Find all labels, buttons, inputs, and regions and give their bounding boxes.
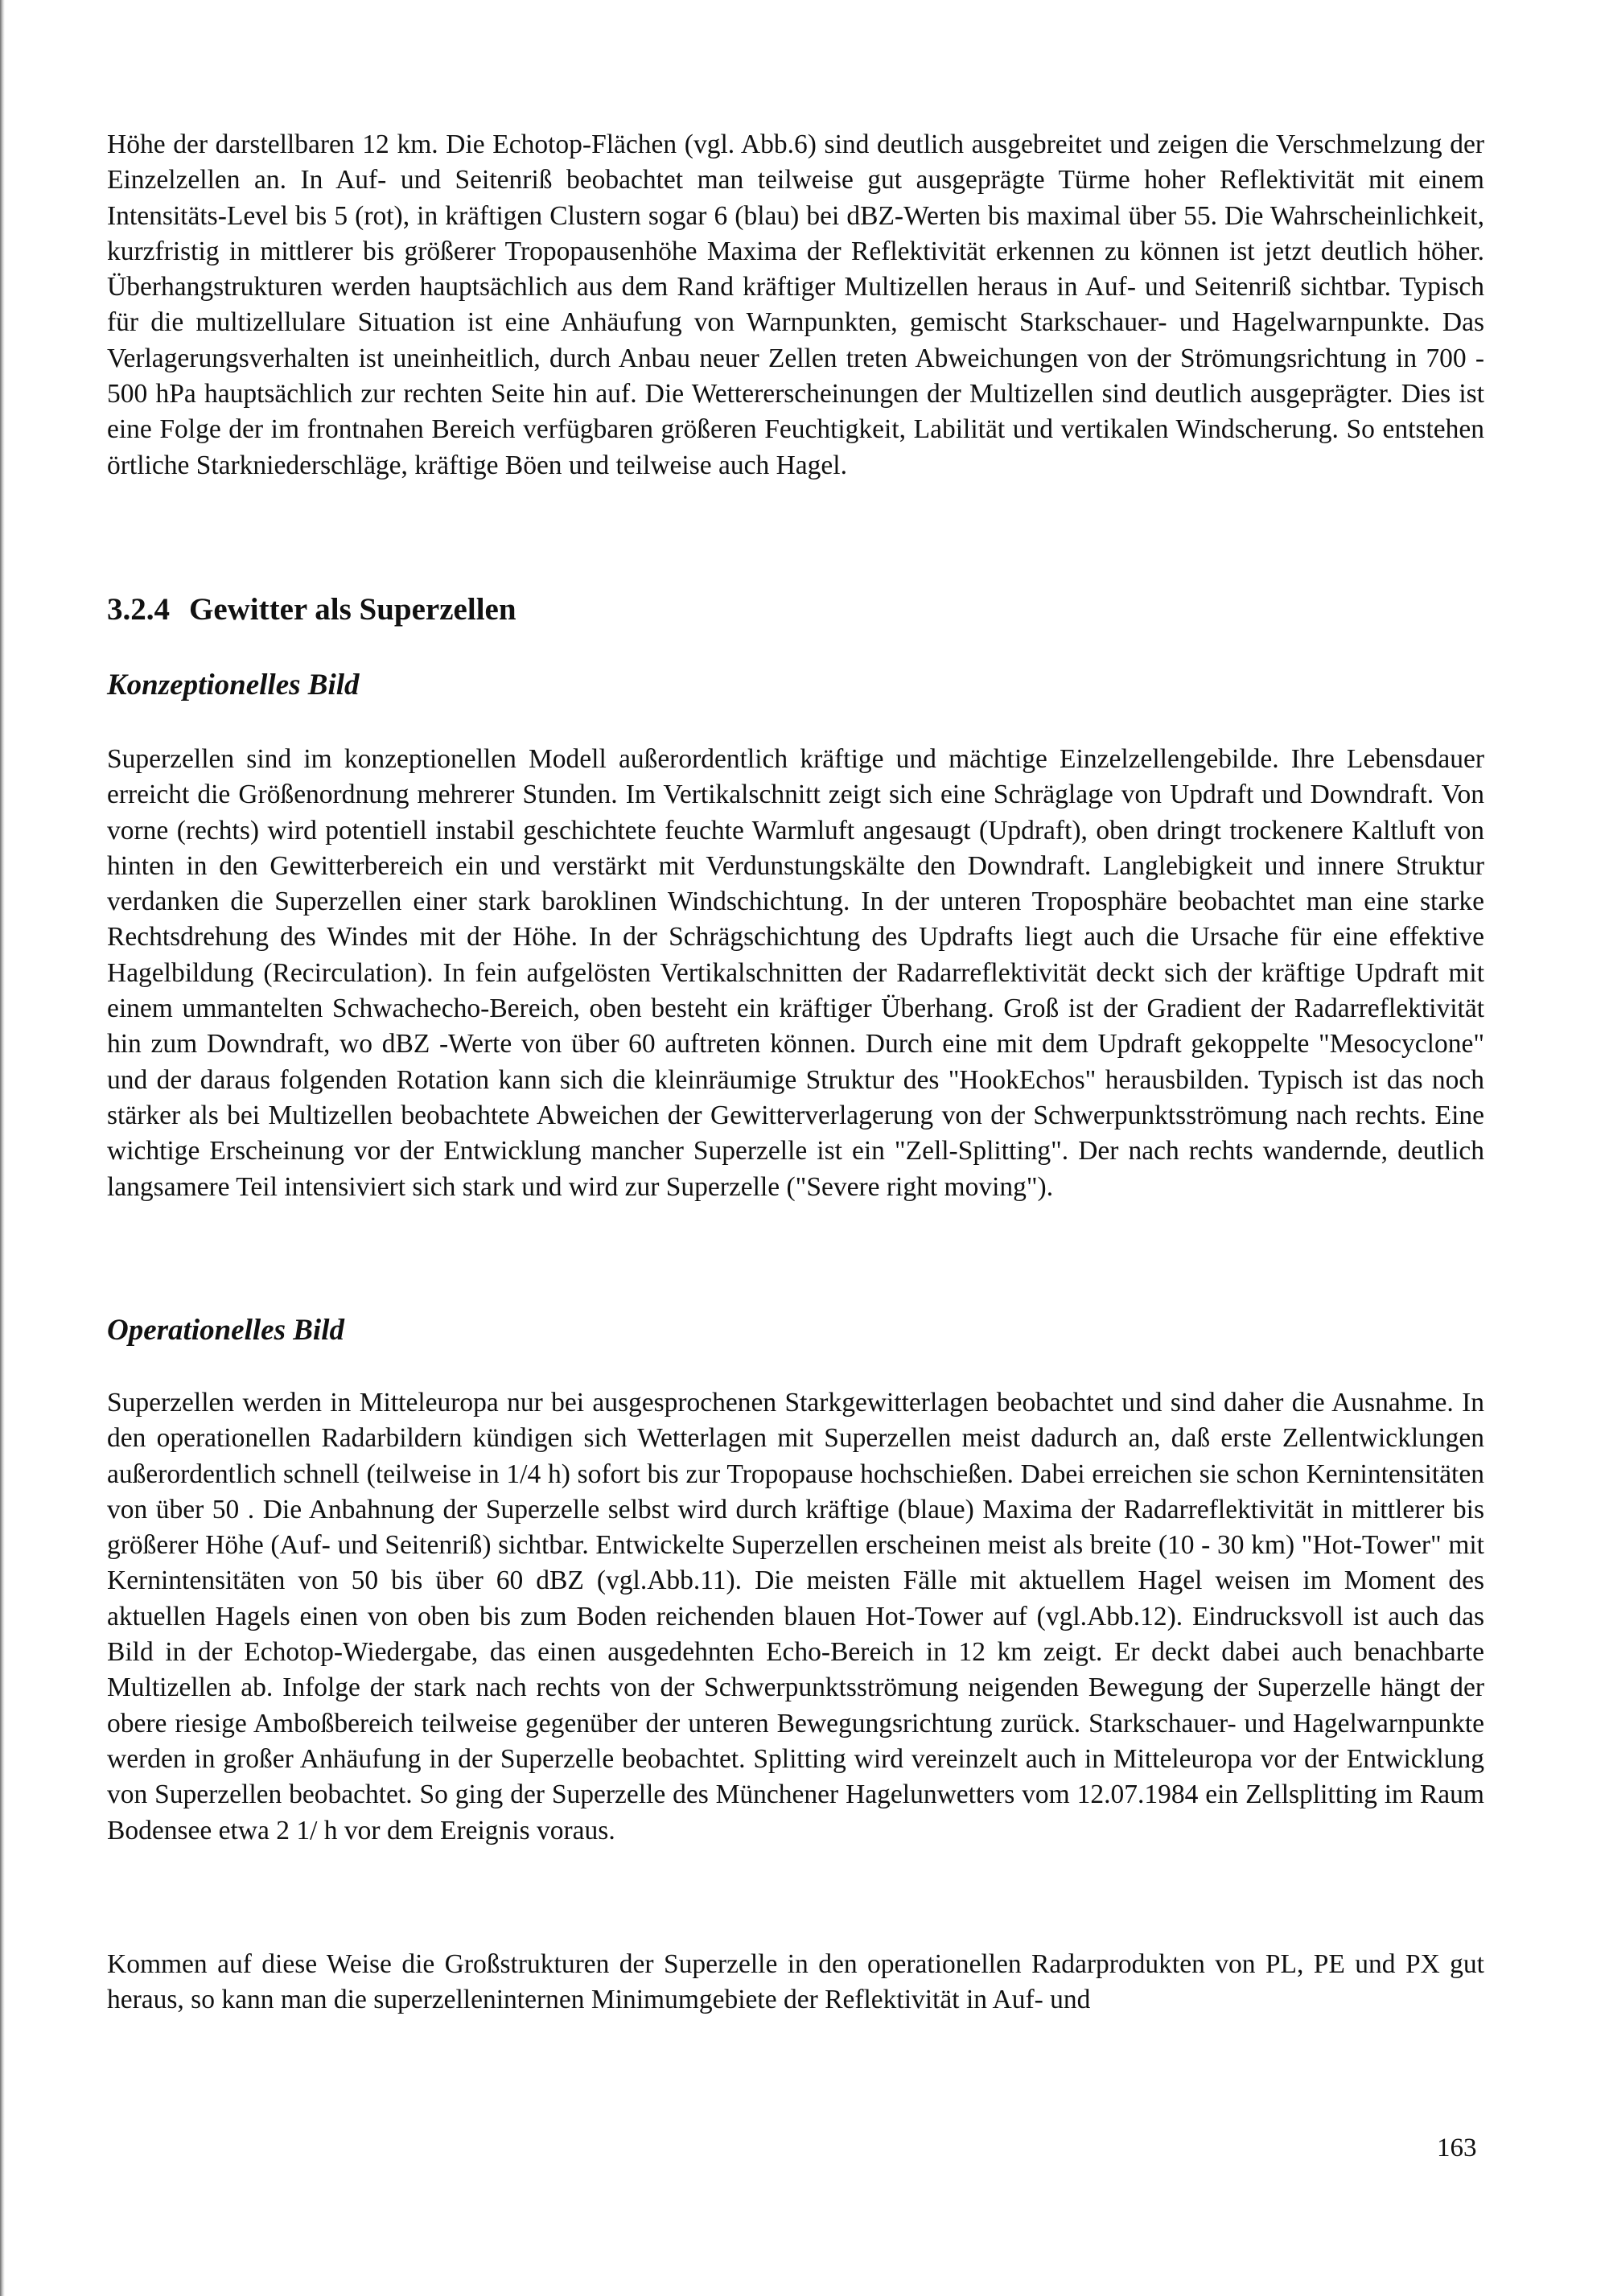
scan-edge-shadow bbox=[0, 0, 5, 2296]
section-number: 3.2.4 bbox=[107, 592, 170, 627]
body-paragraph-operational-picture: Superzellen werden in Mitteleuropa nur bei ausgesprochenen Starkgewitterlagen beobachtet und sind daher die Ausnahme. In den operationellen Radarbildern kündigen sich Wetterlagen mit Superzellen meist dadurch an, daß erste Zellentwicklungen außerordentlich schnell (teilweise in 1/4 h) sofort bis zur Tropopause hochschießen. Dabei erreichen sie schon Kernintensitäten von über 50 . Die Anbahnung der Superzelle selbst wird durch kräftige (blaue) Maxima der Radarreflektivität in mittlerer bis größerer Höhe (Auf- und Seitenriß) sichtbar. Entwickelte Superzellen erscheinen meist als breite (10 - 30 km) "Hot-Tower" mit Kernintensitäten von 50 bis über 60 dBZ (vgl.Abb.11). Die meisten Fälle mit aktuellem Hagel weisen im Moment des aktuellen Hagels einen von oben bis zum Boden reichenden blauen Hot-Tower auf (vgl.Abb.12). Eindrucksvoll ist auch das Bild in der Echotop-Wiedergabe, das einen ausgedehnten Echo-Bereich in 12 km zeigt. Er deckt dabei auch benachbarte Multizellen ab. Infolge der stark nach rechts von der Schwerpunktsströmung neigenden Bewegung der Superzelle hängt der obere riesige Amboßbereich teilweise gegenüber der unteren Bewegungsrichtung zurück. Starkschauer- und Hagelwarnpunkte werden in großer Anhäufung in der Superzelle beobachtet. Splitting wird vereinzelt auch in Mitteleuropa vor der Entwicklung von Superzellen beobachtet. So ging der Superzelle des Münchener Hagelunwetters vom 12.07.1984 ein Zellsplitting im Raum Bodensee etwa 2 1/ h vor dem Ereignis voraus. bbox=[107, 1388, 1484, 1845]
section-heading bbox=[107, 591, 516, 627]
subheading-conceptual: Konzeptionelles Bild bbox=[107, 669, 360, 702]
section-title: Gewitter als Superzellen bbox=[189, 592, 516, 627]
subheading-operational: Operationelles Bild bbox=[107, 1314, 344, 1347]
body-paragraph-conceptual-model: Superzellen sind im konzeptionellen Modell außerordentlich kräftige und mächtige Einzelzellengebilde. Ihre Lebensdauer erreicht die Größenordnung mehrerer Stunden. Im Vertikalschnitt zeigt sich eine Schräglage von Updraft und Downdraft. Von vorne (rechts) wird potentiell instabil geschichtete feuchte Warmluft angesaugt (Updraft), oben dringt trockenere Kaltluft von hinten in den Gewitterbereich ein und verstärkt mit Verdunstungskälte den Downdraft. Langlebigkeit und innere Struktur verdanken die Superzellen einer stark baroklinen Windschichtung. In der unteren Troposphäre beobachtet man eine starke Rechtsdrehung des Windes mit der Höhe. In der Schrägschichtung des Updrafts liegt auch die Ursache für eine effektive Hagelbildung (Recirculation). In fein aufgelösten Vertikalschnitten der Radarreflektivität deckt sich der kräftige Updraft mit einem ummantelten Schwachecho-Bereich, oben besteht ein kräftiger Überhang. Groß ist der Gradient der Radarreflektivität hin zum Downdraft, wo dBZ -Werte von über 60 auftreten können. Durch eine mit dem Updraft gekoppelte "Mesocyclone" und der daraus folgenden Rotation kann sich die kleinräumige Struktur des "HookEchos" herausbilden. Typisch ist das noch stärker als bei Multizellen beobachtete Abweichen der Gewitterverlagerung von der Schwerpunktsströmung nach rechts. Eine wichtige Erscheinung vor der Entwicklung mancher Superzelle ist ein "Zell-Splitting". Der nach rechts wandernde, deutlich langsamere Teil intensiviert sich stark und wird zur Superzelle ("Severe right moving"). bbox=[107, 744, 1484, 1202]
page-number: 163 bbox=[1437, 2133, 1477, 2162]
body-paragraph-multicell-weather: Höhe der darstellbaren 12 km. Die Echotop-Flächen (vgl. Abb.6) sind deutlich ausgebreitet und zeigen die Verschmelzung der Einzelzellen an. In Auf- und Seitenriß beobachtet man teilweise gut ausgeprägte Türme hoher Reflektivität mit einem Intensitäts-Level bis 5 (rot), in kräftigen Clustern sogar 6 (blau) bei dBZ-Werten bis maximal über 55. Die Wahrscheinlichkeit, kurzfristig in mittlerer bis größerer Tropopausenhöhe Maxima der Reflektivität erkennen zu können ist jetzt deutlich höher. Überhangstrukturen werden hauptsächlich aus dem Rand kräftiger Multizellen heraus in Auf- und Seitenriß sichtbar. Typisch für die multizellulare Situation ist eine Anhäufung von Warnpunkten, gemischt Starkschauer- und Hagelwarnpunkte. Das Verlagerungsverhalten ist uneinheitlich, durch Anbau neuer Zellen treten Abweichungen von der Strömungsrichtung in 700 - 500 hPa hauptsächlich zur rechten Seite hin auf. Die Wettererscheinungen der Multizellen sind deutlich ausgeprägter. Dies ist eine Folge der im frontnahen Bereich verfügbaren größeren Feuchtigkeit, Labilität und vertikalen Windscherung. So entstehen örtliche Starkniederschläge, kräftige Böen und teilweise auch Hagel. bbox=[107, 130, 1484, 480]
body-paragraph-continuation: Kommen auf diese Weise die Großstrukturen der Superzelle in den operationellen Radarprodukten von PL, PE und PX gut heraus, so kann man die superzelleninternen Minimumgebiete der Reflektivität in Auf- und bbox=[107, 1949, 1484, 2015]
